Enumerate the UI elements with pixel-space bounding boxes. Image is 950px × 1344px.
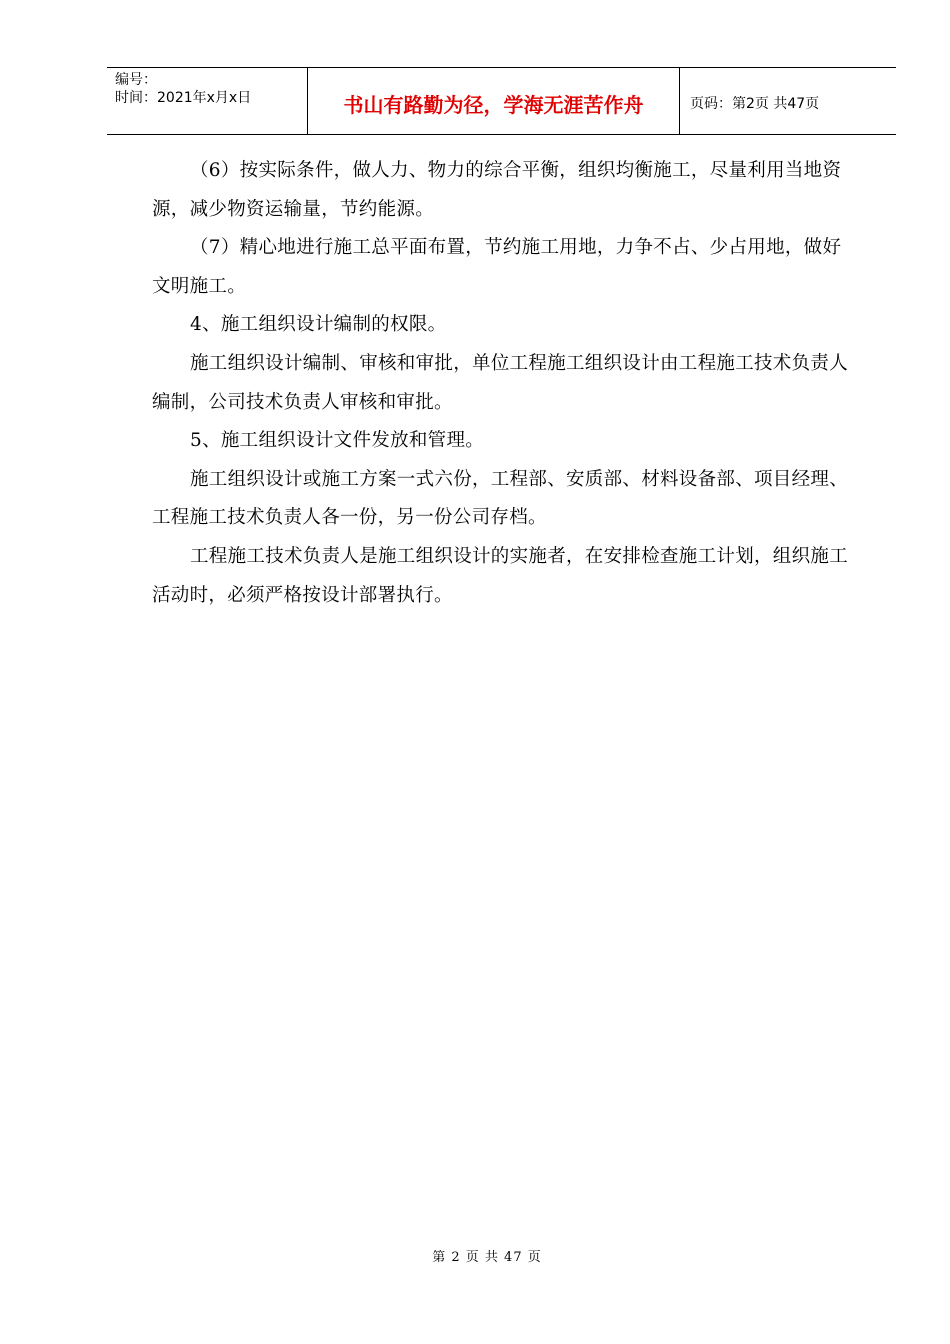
paragraph: 施工组织设计编制、审核和审批，单位工程施工组织设计由工程施工技术负责人编制，公司技术负责人审核和审批。 (152, 352, 849, 413)
page-header (107, 67, 896, 135)
document-date-label: 时间：2021年x月x日 (115, 90, 252, 106)
paragraph: 工程施工技术负责人是施工组织设计的实施者，在安排检查施工计划，组织施工活动时，必须严格按设计部署执行。 (152, 545, 849, 606)
document-body (152, 152, 858, 615)
document-number-label: 编号： (115, 72, 157, 88)
header-page-info: 页码：第2页 共47页 (690, 96, 820, 112)
paragraph: （7）精心地进行施工总平面布置，节约施工用地，力争不占、少占用地，做好文明施工。 (152, 237, 842, 297)
header-meta-cell (107, 68, 308, 134)
page-footer: 第 2 页 共 47 页 (432, 1250, 542, 1265)
section-heading: 4、施工组织设计编制的权限。 (190, 314, 447, 336)
paragraph: 施工组织设计或施工方案一式六份，工程部、安质部、材料设备部、项目经理、工程施工技术负责人各一份，另一份公司存档。 (152, 468, 849, 529)
section-heading: 5、施工组织设计文件发放和管理。 (190, 430, 485, 452)
header-motto: 书山有路勤为径，学海无涯苦作舟 (308, 68, 680, 134)
paragraph: （6）按实际条件，做人力、物力的综合平衡，组织均衡施工，尽量利用当地资源，减少物资运输量，节约能源。 (152, 160, 842, 220)
